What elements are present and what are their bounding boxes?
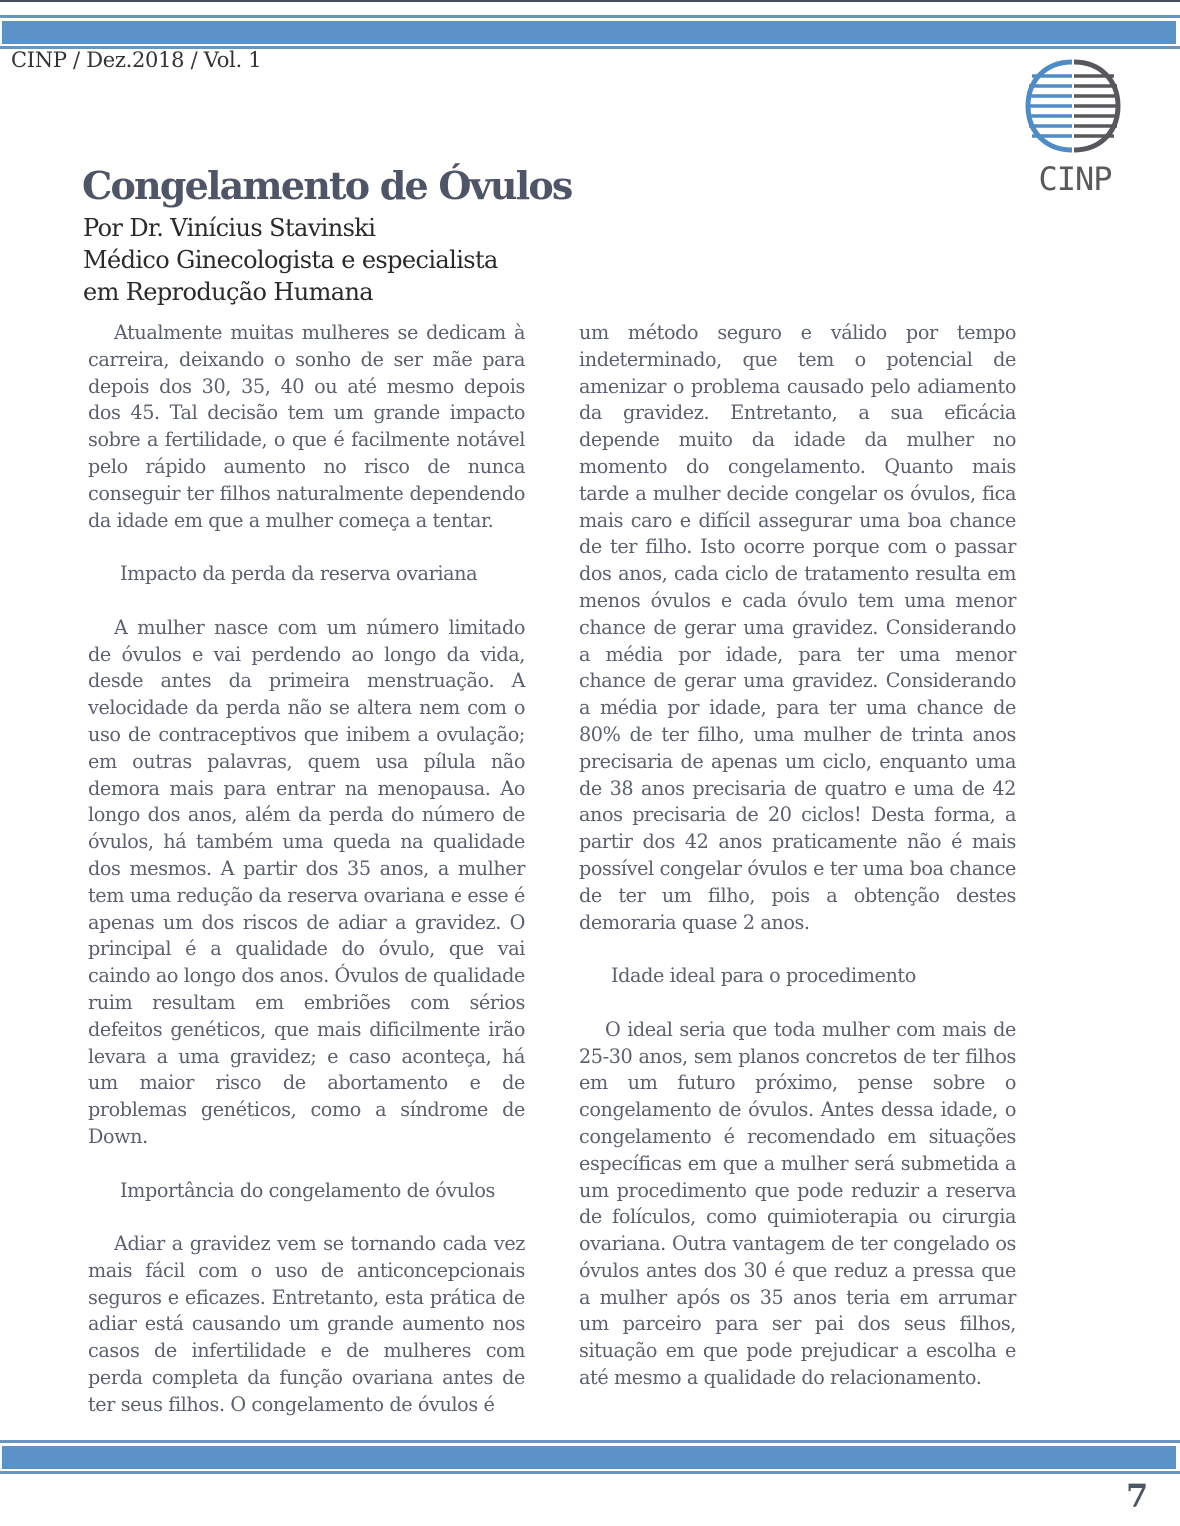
byline (83, 212, 498, 308)
page-number: 7 (1126, 1477, 1149, 1515)
header-band (0, 15, 1180, 49)
intro-paragraph: Atualmente muitas mulheres se dedicam à carreira, deixando o sonho de ser mãe para depois dos 30, 35, 40 ou até mesmo depois dos 45. Tal decisão tem um grande impacto sobre a fertilidade, o que é facilmente notável pelo rápido aumento no risco de nunca conseguir ter filhos naturalmente dependendo da idade em que a mulher começa a tentar. (88, 321, 525, 532)
section-heading-importancia: Importância do congelamento de óvulos (120, 1178, 496, 1202)
byline-specialty: em Reprodução Humana (83, 278, 374, 306)
logo-text: CINP (1038, 160, 1112, 198)
section-heading-impacto: Impacto da perda da reserva ovariana (120, 562, 478, 586)
top-rule (0, 0, 1180, 2)
section-paragraph-importancia-start: Adiar a gravidez vem se tornando cada vez mais fácil com o uso de anticoncepcionais seguros e eficazes. Entretanto, esta prática de adiar está causando um grande aumento nos casos de infertilidade e de mulheres com perda completa da função ovariana antes de ter seus filhos. O congelamento de óvulos é (88, 1232, 525, 1416)
article-title: Congelamento de Óvulos (82, 163, 572, 208)
section-paragraph-impacto: A mulher nasce com um número limitado de óvulos e vai perdendo ao longo da vida, desde antes da primeira menstruação. A velocidade da perda não se altera nem com o uso de contraceptivos que inibem a ovulação; em outras palavras, quem usa pílula não demora mais para entrar na menopausa. Ao longo dos anos, além da perda do número de óvulos, há também uma queda na qualidade dos mesmos. A partir dos 35 anos, a mulher tem uma redução da reserva ovariana e esse é apenas um dos riscos de adiar a gravidez. O principal é a qualidade do óvulo, que vai caindo ao longo dos anos. Óvulos de qualidade ruim resultam em embriões com sérios defeitos genéticos, que mais dificilmente irão levara a uma gravidez; e caso aconteça, há um maior risco de abortamento e de problemas genéticos, como a síndrome de Down. (88, 615, 525, 1148)
byline-author: Por Dr. Vinícius Stavinski (83, 214, 376, 242)
section-paragraph-idade: O ideal seria que toda mulher com mais de 25-30 anos, sem planos concretos de ter filhos em um futuro próximo, pense sobre o congelamento de óvulos. Antes dessa idade, o congelamento é recomendado em situações específicas em que a mulher será submetida a um procedimento que pode reduzir a reserva de folículos, como quimioterapia ou cirurgia ovariana. Outra vantagem de ter congelado os óvulos antes dos 30 é que reduz a pressa que a mulher após os 35 anos teria em arrumar um parceiro para ser pai dos seus filhos, situação em que pode prejudicar a escolha e até mesmo a qualidade do relacionamento. (579, 1017, 1016, 1390)
section-paragraph-importancia-end: um método seguro e válido por tempo indeterminado, que tem o potencial de amenizar o problema causado pelo adiamento da gravidez. Entretanto, a sua eficácia depende muito da idade da mulher no momento do congelamento. Quanto mais tarde a mulher decide congelar os óvulos, fica mais caro e difícil assegurar uma boa chance de ter filho. Isto ocorre porque com o passar dos anos, cada ciclo de tratamento resulta em menos óvulos e cada óvulo tem uma menor chance de gerar uma gravidez. Considerando a média por idade, para ter uma menor chance de gerar uma gravidez. Considerando a média por idade, para ter uma chance de 80% de ter filho, uma mulher de trinta anos precisaria de apenas um ciclo, enquanto uma de 38 anos precisaria de quatro e uma de 42 anos precisaria de 20 ciclos! Desta forma, a partir dos 42 anos praticamente não é mais possível congelar óvulos e ter uma boa chance de ter um filho, pois a obtenção destes demoraria quase 2 anos. (579, 321, 1016, 934)
footer-band (0, 1440, 1180, 1474)
issue-line: CINP / Dez.2018 / Vol. 1 (11, 48, 262, 72)
left-column (88, 320, 525, 1419)
byline-role: Médico Ginecologista e especialista (83, 246, 498, 274)
section-heading-idade: Idade ideal para o procedimento (611, 964, 916, 988)
right-column (579, 320, 1016, 1392)
